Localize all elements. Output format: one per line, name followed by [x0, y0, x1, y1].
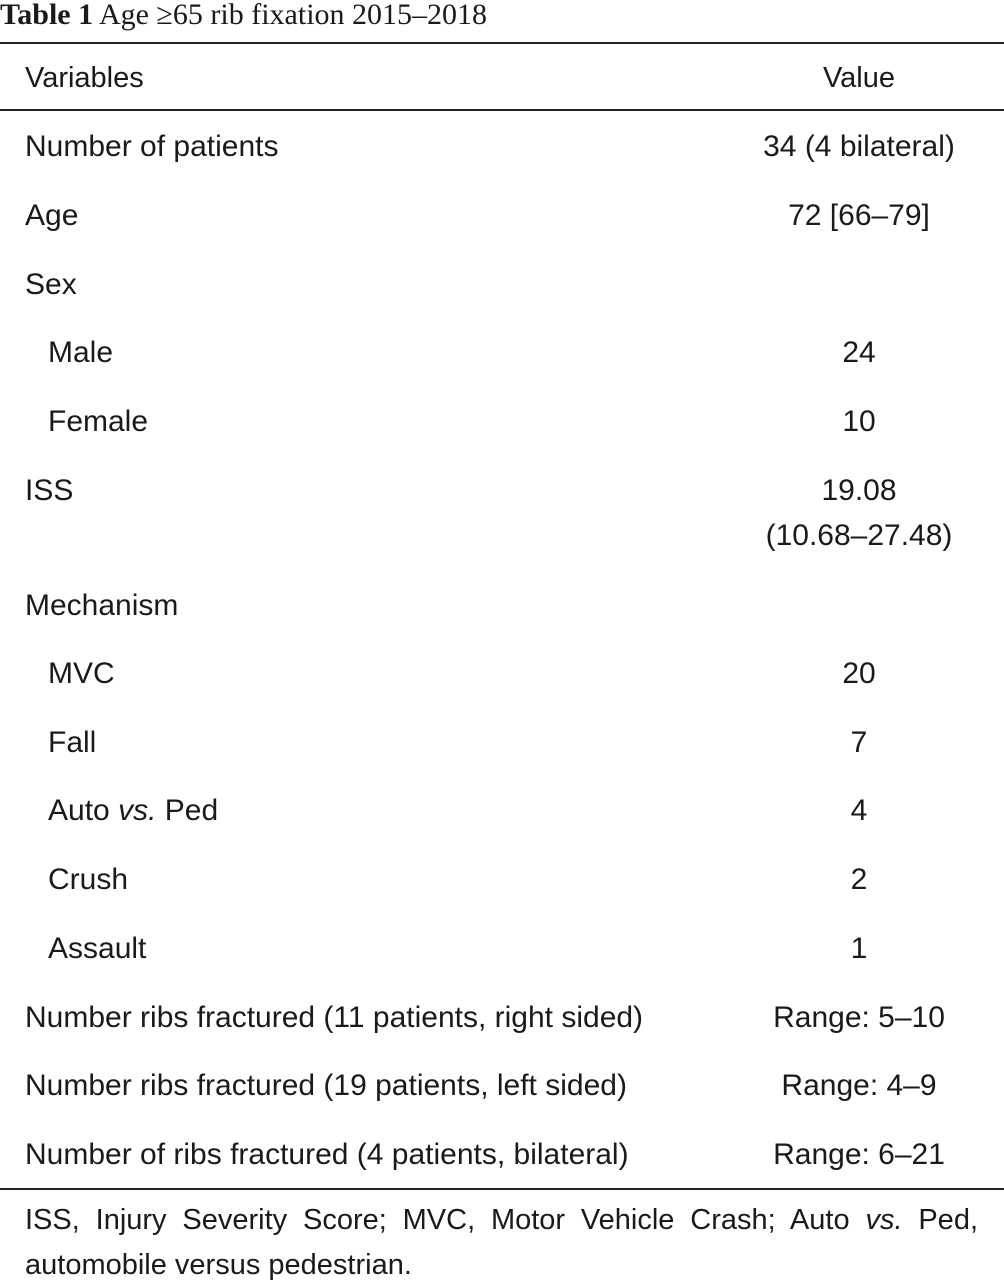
row-variable-italic: vs.: [118, 794, 157, 827]
table-title: Age ≥65 rib fixation 2015–2018: [98, 0, 488, 31]
row-value: Range: 4–9: [781, 1069, 937, 1102]
table-label: Table 1: [0, 0, 94, 31]
row-variable: Number ribs fractured (19 patients, left sided): [25, 1069, 627, 1102]
row-variable: Number of patients: [25, 130, 279, 163]
row-value: 72 [66–79]: [788, 199, 930, 232]
header-rule: [0, 109, 1004, 111]
table-caption: [0, 0, 487, 40]
row-value: Range: 6–21: [773, 1138, 945, 1171]
header-variables: Variables: [25, 62, 144, 94]
row-variable: ISS: [25, 474, 74, 507]
row-variable: MVC: [48, 657, 115, 690]
row-value: 20: [842, 657, 876, 690]
row-value: 1: [850, 932, 868, 965]
footnote-part1: ISS, Injury Severity Score; MVC, Motor Vehicle Crash; Auto: [25, 1204, 850, 1236]
row-value-line2: (10.68–27.48): [765, 519, 953, 552]
row-value: 7: [850, 726, 868, 759]
row-value: Range: 5–10: [773, 1001, 945, 1034]
header-value: Value: [822, 62, 896, 94]
row-value: [714, 468, 1004, 558]
row-value: 34 (4 bilateral): [763, 130, 955, 163]
row-variable: Sex: [25, 268, 77, 301]
row-value: 2: [850, 863, 868, 896]
row-variable: Crush: [48, 863, 129, 896]
row-variable-pre: Auto: [48, 794, 110, 827]
row-variable-post: Ped: [164, 794, 219, 827]
top-rule: [0, 42, 1004, 44]
row-variable: Fall: [48, 726, 97, 759]
row-value: 24: [842, 336, 876, 369]
row-variable: Number ribs fractured (11 patients, right sided): [25, 1001, 644, 1034]
table-footnote: [25, 1198, 978, 1288]
footnote-part2: Ped, automobile versus pedestrian.: [25, 1204, 979, 1281]
row-variable: Age: [25, 199, 79, 232]
bottom-rule: [0, 1188, 1004, 1190]
row-variable: Mechanism: [25, 589, 179, 622]
row-variable: Assault: [48, 932, 147, 965]
row-value: 10: [842, 405, 876, 438]
row-variable: Male: [48, 336, 114, 369]
table-header: [0, 56, 1004, 100]
footnote-italic: vs.: [865, 1204, 903, 1236]
row-variable: Number of ribs fractured (4 patients, bilateral): [25, 1138, 629, 1171]
row-value-line1: 19.08: [821, 474, 897, 507]
row-variable: [48, 788, 218, 833]
row-variable: Female: [48, 405, 149, 438]
row-value: 4: [850, 794, 868, 827]
